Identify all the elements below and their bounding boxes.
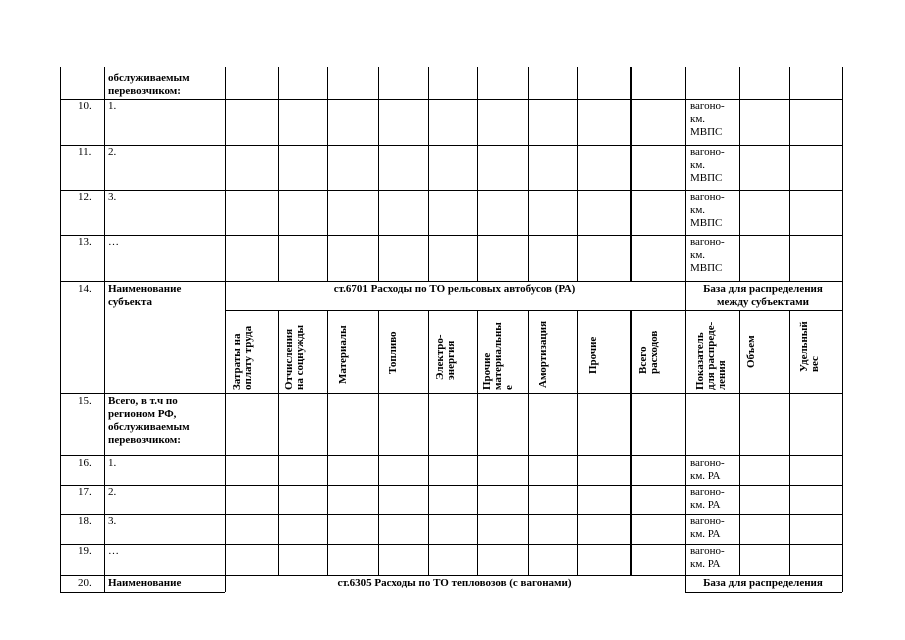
- grid-line: [477, 67, 478, 281]
- grid-line: [528, 310, 529, 575]
- table-row-name: …: [108, 236, 119, 248]
- table-row: 18.: [78, 515, 92, 527]
- grid-line: [631, 310, 632, 575]
- distribution-base-header: База для распределения: [703, 577, 823, 589]
- table-row-name: 1.: [108, 457, 117, 469]
- section-title: ст.6701 Расходы по ТО рельсовых автобусов (РА): [333, 283, 576, 295]
- table-row: 15.: [78, 395, 92, 407]
- table-row-name: …: [108, 545, 119, 557]
- table-row-name: 2.: [108, 486, 117, 498]
- unit-cell: вагоно- км. РА: [690, 457, 725, 482]
- grid-line: [577, 67, 578, 281]
- grid-line: [528, 67, 529, 281]
- grid-line: [60, 592, 225, 593]
- table-row-name: 3.: [108, 191, 117, 203]
- unit-cell: вагоно- км. МВПС: [690, 191, 725, 229]
- grid-line: [739, 310, 740, 575]
- col-header-other-material: Прочие материальны е: [481, 322, 515, 390]
- grid-line: [685, 592, 842, 593]
- grid-line: [60, 393, 842, 394]
- grid-line: [104, 67, 105, 592]
- unit-cell: вагоно- км. РА: [690, 486, 725, 511]
- grid-line: [225, 310, 226, 575]
- subject-name-header: Наименование: [108, 577, 182, 589]
- continuation-label: обслуживаемым перевозчиком:: [108, 72, 190, 97]
- distribution-base-header: База для распределения между субъектами: [703, 283, 823, 308]
- grid-line: [60, 455, 842, 456]
- grid-line: [60, 575, 842, 576]
- unit-cell: вагоно- км. МВПС: [690, 236, 725, 274]
- grid-line: [685, 67, 686, 281]
- section-number: 14.: [78, 283, 92, 295]
- table-row: 17.: [78, 486, 92, 498]
- col-header-electricity: Электро- энергия: [434, 334, 457, 380]
- col-header-social: Отчисления на соцнужды: [283, 324, 306, 390]
- table-row: 10.: [78, 100, 92, 112]
- grid-line: [225, 67, 226, 281]
- grid-line: [327, 67, 328, 281]
- grid-line: [685, 310, 686, 575]
- unit-cell: вагоно- км. МВПС: [690, 100, 725, 138]
- col-header-share: Удельный вес: [798, 321, 821, 372]
- unit-cell: вагоно- км. МВПС: [690, 146, 725, 184]
- grid-line: [577, 310, 578, 575]
- col-header-materials: Материалы: [337, 325, 349, 384]
- table-row: 12.: [78, 191, 92, 203]
- table-row: 16.: [78, 457, 92, 469]
- grid-line: [278, 310, 279, 575]
- table-row-name: 2.: [108, 146, 117, 158]
- col-header-other: Прочие: [587, 336, 599, 374]
- grid-line: [60, 67, 61, 592]
- table-row: 11.: [78, 146, 92, 158]
- grid-line: [378, 67, 379, 281]
- grid-line: [225, 310, 842, 311]
- grid-line: [789, 310, 790, 575]
- col-header-labor: Затраты на оплату труда: [231, 325, 254, 390]
- table-row-name: 1.: [108, 100, 117, 112]
- grid-line: [428, 67, 429, 281]
- col-header-volume: Объем: [745, 335, 757, 368]
- section-title: ст.6305 Расходы по ТО тепловозов (с вагонами): [337, 577, 572, 589]
- total-row-label: Всего, в т.ч по регионом РФ, обслуживаемым перевозчиком:: [108, 395, 190, 446]
- table-row: 19.: [78, 545, 92, 557]
- section-number: 20.: [78, 577, 92, 589]
- col-header-depreciation: Амортизация: [537, 320, 549, 388]
- unit-cell: вагоно- км. РА: [690, 545, 725, 570]
- table-row-name: 3.: [108, 515, 117, 527]
- grid-line: [477, 310, 478, 575]
- grid-line: [278, 67, 279, 281]
- grid-line: [327, 310, 328, 575]
- grid-line: [842, 310, 843, 575]
- col-header-indicator: Показатель для распреде- ления: [694, 321, 728, 390]
- grid-line: [378, 310, 379, 575]
- grid-line: [631, 67, 632, 281]
- subject-name-header: Наименование субъекта: [108, 283, 182, 308]
- grid-line: [428, 310, 429, 575]
- col-header-total: Всего расходов: [637, 330, 660, 374]
- grid-line: [789, 67, 790, 281]
- unit-cell: вагоно- км. РА: [690, 515, 725, 540]
- grid-line: [60, 281, 842, 282]
- table-row: 13.: [78, 236, 92, 248]
- col-header-fuel: Топливо: [387, 331, 399, 374]
- grid-line: [739, 67, 740, 281]
